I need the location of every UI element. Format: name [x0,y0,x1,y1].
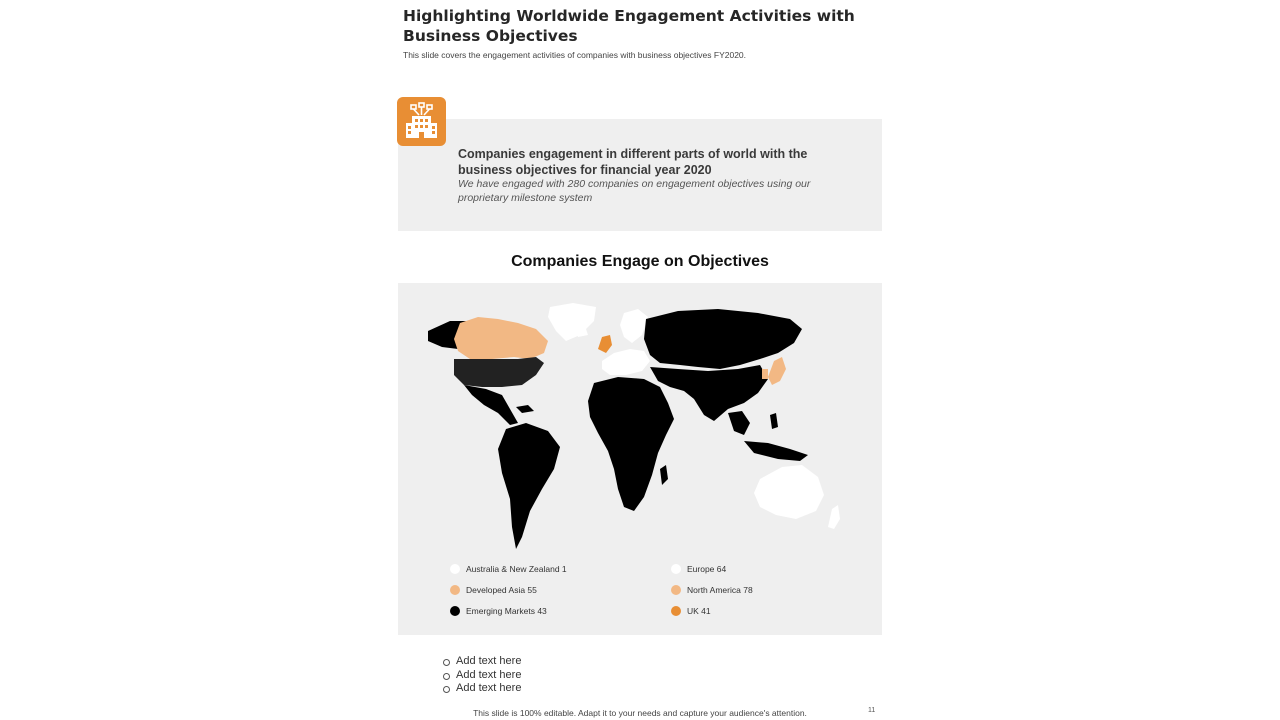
callout-heading: Companies engagement in different parts of world with the business objectives for financial year 2020 [458,147,808,177]
page-subtitle: This slide covers the engagement activities of companies with business objectives FY2020. [403,50,747,60]
region-uk [598,335,612,353]
legend-label: Australia & New Zealand 1 [466,564,567,574]
bullet-item: Add text here [443,655,521,669]
region-southeast-asia [728,411,808,461]
legend-swatch [450,585,460,595]
legend-swatch [450,606,460,616]
callout-text: We have engaged with 280 companies on engagement objectives using our proprietary milestone system [458,178,811,204]
region-south-america [498,423,560,549]
bullet-item: Add text here [443,669,521,683]
bullet-circle-icon [443,659,450,666]
bullet-circle-icon [443,673,450,680]
map-title: Companies Engage on Objectives [511,253,769,270]
region-usa [454,357,544,387]
region-philippines [770,413,778,429]
legend-swatch [671,606,681,616]
building-network-icon [397,97,446,146]
legend-label: Europe 64 [687,564,727,574]
legend-label: Emerging Markets 43 [466,606,547,616]
bullet-item: Add text here [443,682,521,696]
legend-swatch [671,564,681,574]
legend-swatch [671,585,681,595]
world-map [398,283,882,635]
region-japan [768,357,786,385]
legend-label: UK 41 [687,606,711,616]
bullet-circle-icon [443,686,450,693]
region-australia [754,465,824,519]
region-canada [454,317,548,359]
page-number: 11 [868,707,876,714]
region-europe [602,349,650,375]
region-madagascar [660,465,668,485]
region-korea [762,369,768,379]
legend-swatch [450,564,460,574]
bullet-list [443,655,521,696]
footer-note: This slide is 100% editable. Adapt it to your needs and capture your audience's attention. [473,708,807,718]
region-central-america [464,385,518,425]
legend-label: Developed Asia 55 [466,585,537,595]
legend-label: North America 78 [687,585,753,595]
region-scandinavia [620,309,648,343]
world-map-panel [398,283,882,635]
region-caribbean [516,405,534,413]
region-greenland [548,303,596,341]
page-title: Highlighting Worldwide Engagement Activities with Business Objectives [403,7,855,45]
region-new-zealand [828,505,840,529]
region-africa [588,377,674,511]
